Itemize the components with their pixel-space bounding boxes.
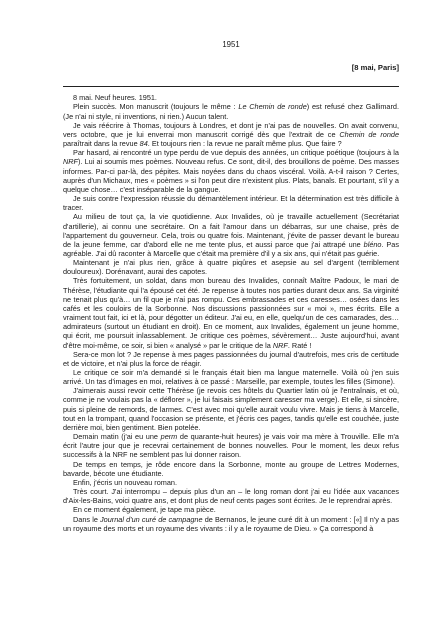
header-divider bbox=[63, 86, 399, 87]
journal-paragraph: Dans le Journal d'un curé de campagne de Bernanos, le jeune curé dit à un moment : [«] Il n'y a pas un royaume des morts et un royaume des vivants : il y a le royaume de Dieu. » Ça correspond à bbox=[63, 514, 399, 533]
italic-title: NRF bbox=[272, 340, 288, 350]
journal-paragraph: En ce moment également, je tape ma pièce. bbox=[73, 505, 216, 515]
journal-paragraph: Le critique ce soir m'a demandé si le français était bien ma langue maternelle. Voilà où j'en suis arrivé. Un tas d'images en moi, relatives à ce passé : Marseille, par exemple, toutes les filles (Simone). bbox=[63, 368, 399, 387]
journal-paragraph: Demain matin (j'ai eu une perm de quarante-huit heures) je vais voir ma mère à Trouville. Elle m'a écrit l'autre jour que je recevrai certainement de bonnes nouvelles. Pour le moment, les deux refus successifs à la NRF ne semblent pas lui donner raison. bbox=[63, 432, 399, 460]
journal-paragraph: Sera-ce mon lot ? Je repense à mes pages passionnées du journal d'autrefois, mes cris de certitude et de victoire, et n'ai plus la force de réagir. bbox=[63, 349, 399, 368]
journal-paragraph: Je vais réécrire à Thomas, toujours à Londres, et dont je n'ai pas de nouvelles. On avait convenu, vers octobre, que je lui enverrai mon manuscrit corrigé dès que l'extrait de ce Chemin de ronde paraîtrait dans la revue 84. Et toujours rien : la revue ne paraît même plus. Que faire ? bbox=[63, 120, 400, 149]
italic-title: Chemin de ronde bbox=[339, 129, 400, 139]
italic-title: Journal d'un curé de campagne bbox=[100, 514, 203, 524]
italic-title: bléno bbox=[363, 239, 382, 249]
journal-paragraph: Maintenant je n'ai plus rien, grâce à quatre piqûres et asepsie au sel d'argent (terriblement douloureux). Dorénavant, aurai des capotes. bbox=[63, 258, 399, 277]
journal-paragraph: Au milieu de tout ça, la vie quotidienne. Aux Invalides, où je travaille actuellement (Secrétariat d'artillerie), ai connu une secrétaire. On a fait l'amour dans un débarras, sur une chaise, près de l'appartement du gouverneur. Cela, trois ou quatre fois. Maintenant, j'évite de passer devant le bureau de la jeune femme, car d'abord elle ne me tente plus, et aussi parce que j'ai attrapé une bléno. Pas agréable. J'ai dû raconter à Marcelle que c'était ma première d'il y a six ans, qui n'était pas guérie. bbox=[63, 212, 399, 258]
italic-title: NRF bbox=[63, 157, 78, 167]
page-year-heading: 1951 bbox=[222, 40, 240, 49]
journal-body bbox=[63, 93, 399, 533]
journal-paragraph: 8 mai. Neuf heures. 1951. bbox=[73, 93, 157, 103]
journal-paragraph: Enfin, j'écris un nouveau roman. bbox=[73, 477, 178, 487]
journal-paragraph: Je suis contre l'expression réussie du démantèlement intérieur. Et la détermination est très difficile à tracer. bbox=[63, 194, 399, 213]
journal-paragraph: Très fortuitement, un soldat, dans mon bureau des Invalides, connaît Maître Padoux, le mari de Thérèse, l'étudiante qui l'a épousé cet été. Je repense à toutes nos parties durant deux ans. Sa virginité ne tenait plus qu'à… un fil que je n'ai pas rompu. Ces embrassades et ces caresses… osées dans les cafés et les couloirs de la Sorbonne. Nos discussions passionnées sur « moi », mes écrits. Elle a vraiment tout fait, ici et là, pour dégotter un éditeur. J'ai eu, en elle, quelqu'un de ces camarades, des… admirateurs (surtout un étudiant en droit). En ce moment, aux Invalides, également un jeune homme, qui écrit, me poursuit inlassablement. Je critique ces poèmes, sévèrement… Juste aujourd'hui, avant d'être moi-même, ce soir, si bien « analysé » par le critique de la NRF. Raté ! bbox=[63, 276, 399, 350]
journal-paragraph: Plein succès. Mon manuscrit (toujours le même : Le Chemin de ronde) est refusé chez Gallimard. (Je n'ai ni style, ni inventions, ni rien.) Aucun talent. bbox=[63, 102, 400, 121]
journal-paragraph: Par hasard, ai rencontré un type perdu de vue depuis des années, un critique poétique (toujours à la NRF). Lui ai soumis mes poèmes. Nouveau refus. Ce sont, dit-il, des brouillons de poème. Des masses informes. Par-ci par-là, des pépites. Mais noyées dans du chaos viscéral. Voilà. A-t-il raison ? Certes, auprès d'un Michaux, mes « poèmes » si l'on peut dire n'existent plus. Plats, banals. Et pourtant, s'il y a quelque chose… c'est inséparable de la gangue. bbox=[63, 148, 399, 194]
journal-paragraph: J'aimerais aussi revoir cette Thérèse (je revois ces hôtels du Quartier latin où je l'entraînais, et où, comme je ne voulais pas la « déflorer », je lui faisais simplement caresser ma verge). Et elle, si sincère, puis si pleine de remords, de larmes. C'est avec moi qu'elle aurait voulu vivre. Mais je tiens à Marcelle, tout en la trompant, quand l'occasion se présente, et j'écris ces pages, tandis qu'elle est couchée, juste derrière moi, bien gentiment. Bien potelée. bbox=[63, 386, 399, 432]
journal-paragraph: De temps en temps, je rôde encore dans la Sorbonne, monte au groupe de Lettres Modernes, bavarde, bécote une étudiante. bbox=[63, 459, 399, 478]
italic-title: Le Chemin de ronde bbox=[238, 102, 307, 112]
entry-dateline: [8 mai, Paris] bbox=[351, 63, 399, 73]
italic-title: perm bbox=[160, 432, 178, 442]
journal-paragraph: Très court. J'ai interrompu – depuis plus d'un an – le long roman dont j'ai eu l'idée aux vacances d'Aix-les-Bains, voici quatre ans, et dont plus de neuf cents pages sont écrites. Je le reprendrai après. bbox=[63, 487, 399, 506]
italic-title: 84 bbox=[139, 139, 148, 149]
